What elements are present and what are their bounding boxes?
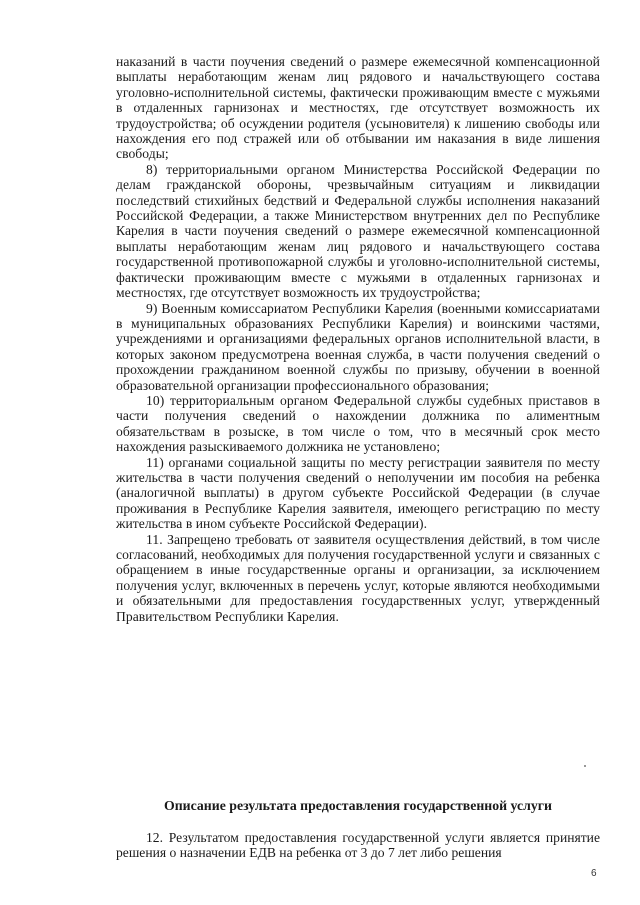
section-heading: Описание результата предоставления государственной услуги bbox=[163, 798, 552, 813]
paragraph-continuation: наказаний в части поучения сведений о размере ежемесячной компенсационной выплаты неработающим женам лиц рядового и начальствующего состава уголовно-исполнительной системы, фактически проживающим вместе с мужьями в отдаленных гарнизонах и местностях, где отсутствует возможность их трудоустройства; об осуждении родителя (усыновителя) к лишению свободы или нахождения его под стражей или об отбывании им наказания в виде лишения свободы; bbox=[116, 54, 600, 162]
paragraph-clause-11: 11. Запрещено требовать от заявителя осуществления действий, в том числе согласований, необходимых для получения государственной услуги и связанных с обращением в иные государственные органы и организации, за исключением получения услуг, включенных в перечень услуг, которые являются необходимыми и обязательными для предоставления государственных услуг, утвержденный Правительством Республики Карелия. bbox=[116, 531, 600, 624]
paragraph-item-9: 9) Военным комиссариатом Республики Карелия (военными комиссариатами в муниципальных образованиях Республики Карелия) и воинскими частями, учреждениями и организациями федеральных органов исполнительной власти, в которых законом предусмотрена военная служба, в части получения сведений о прохождении гражданином военной службы по призыву, обучении в военной образовательной организации профессионального образования; bbox=[116, 300, 600, 393]
final-text bbox=[116, 830, 600, 861]
paragraph-item-11: 11) органами социальной защиты по месту регистрации заявителя по месту жительства в части получения сведений о неполучении им пособия на ребенка (аналогичной выплаты) в другом субъекте Российской Федерации (в случае проживания в Республике Карелия заявителя, имеющего регистрацию по месту жительства в ином субъекте Российской Федерации). bbox=[116, 454, 600, 532]
page-number: 6 bbox=[591, 868, 597, 879]
paragraph-item-8: 8) территориальными органом Министерства Российской Федерации по делам гражданской обороны, чрезвычайным ситуациям и ликвидации последствий стихийных бедствий и Федеральной службы исполнения наказаний Российской Федерации, а также Министерством внутренних дел по Республике Карелия в части поучения сведений о размере ежемесячной компенсационной выплаты неработающим женам лиц рядового и начальствующего состава государственной противопожарной службы и уголовно-исполнительной системы, фактически проживающим вместе с мужьями в отдаленных гарнизонах и местностях, где отсутствует возможность их трудоустройства; bbox=[116, 161, 600, 301]
body-text bbox=[116, 54, 600, 624]
scan-speck bbox=[584, 765, 586, 767]
paragraph-clause-12: 12. Результатом предоставления государственной услуги является принятие решения о назначении ЕДВ на ребенка от 3 до 7 лет либо решения bbox=[116, 830, 600, 861]
paragraph-item-10: 10) территориальным органом Федеральной службы судебных приставов в части получения сведений о нахождении должника по алиментным обязательствам в розыске, в том числе о том, что в месячный срок место нахождения разыскиваемого должника не установлено; bbox=[116, 392, 600, 455]
